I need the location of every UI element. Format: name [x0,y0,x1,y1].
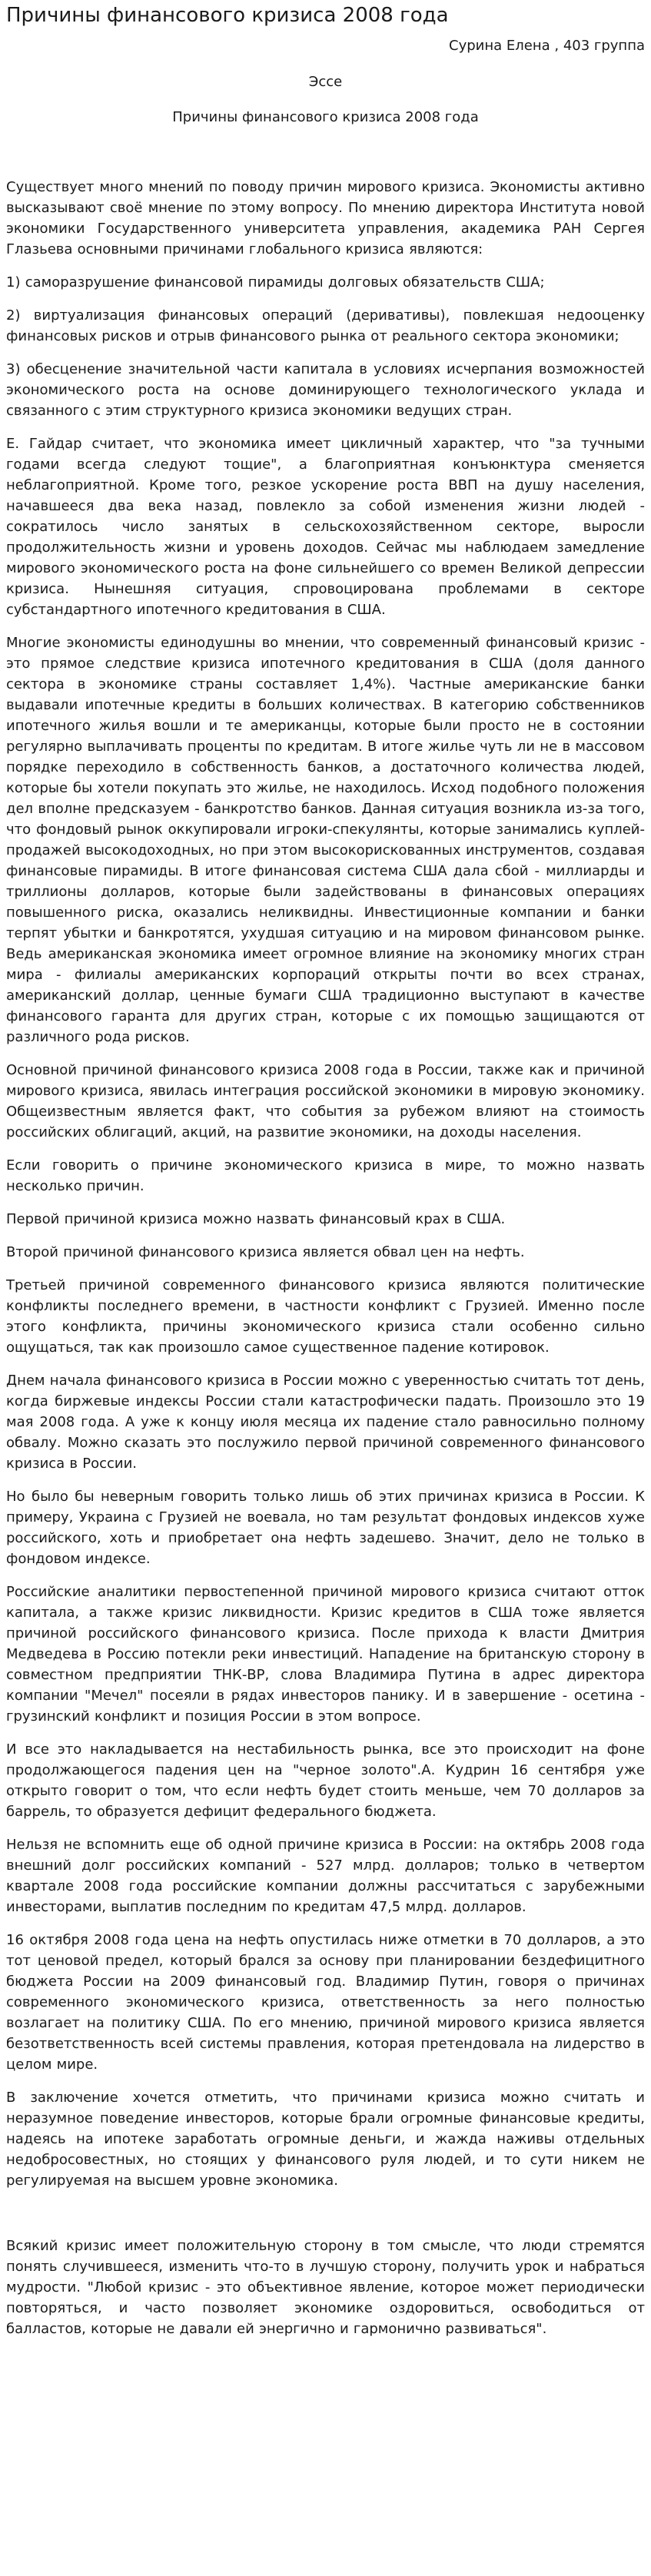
paragraph: Е. Гайдар считает, что экономика имеет цикличный характер, что "за тучными годами всегда следуют тощие", а благоприятная конъюнктура сменяется неблагоприятной. Кроме того, резкое ускорение роста ВВП на душу населения, начавшееся два века назад, повлекло за собой изменения жизни людей - сократилось число занятых в сельскохозяйственном секторе, выросли продолжительность жизни и уровень доходов. Сейчас мы наблюдаем замедление мирового экономического роста на фоне сильнейшего со времен Великой депрессии кризиса. Нынешняя ситуация, спровоцирована проблемами в секторе субстандартного ипотечного кредитования в США. [6,436,645,619]
paragraph: Но было бы неверным говорить только лишь об этих причинах кризиса в России. К примеру, Украина с Грузией не воевала, но там результат фондовых индексов хуже российского, хоть и приобретает она нефть задешево. Значит, дело не только в фондовом индексе. [6,1489,645,1568]
author-line: Сурина Елена , 403 группа [449,37,645,54]
paragraph: Основной причиной финансового кризиса 2008 года в России, также как и причиной мирового кризиса, явилась интеграция российской экономики в мировую экономику. Общеизвестным является факт, что события за рубежом влияют на стоимость российских облигаций, акций, на развитие экономики, на доходы населения. [6,1062,645,1141]
paragraph: 3) обесценение значительной части капитала в условиях исчерпания возможностей экономического роста на основе доминирующего технологического уклада и связанного с этим структурного кризиса экономики ведущих стран. [6,361,645,420]
paragraph: 16 октября 2008 года цена на нефть опустилась ниже отметки в 70 долларов, а это тот ценовой предел, который брался за основу при планировании бездефицитного бюджета России на 2009 финансовый год. Владимир Путин, говоря о причинах современного экономического кризиса, ответственность за него полностью возлагает на политику США. По его мнению, причиной мирового кризиса является безответственность всей системы правления, которая претендовала на лидерство в целом мире. [6,1932,645,2073]
paragraph: Российские аналитики первостепенной причиной мирового кризиса считают отток капитала, а также кризис ликвидности. Кризис кредитов в США тоже является причиной российского финансового кризиса. После прихода к власти Дмитрия Медведева в Россию потекли реки инвестиций. Нападение на британскую сторону в совместном предприятии ТНК-ВР, слова Владимира Путина в адрес директора компании "Мечел" посеяли в рядах инвесторов панику. И в завершение - осетина - грузинский конфликт и позиция России в этом вопросе. [6,1584,645,1725]
paragraph: Существует много мнений по поводу причин мирового кризиса. Экономисты активно высказывают своё мнение по этому вопросу. По мнению директора Института новой экономики Государственного университета управления, академика РАН Сергея Глазьева основными причинами глобального кризиса являются: [6,179,645,258]
paragraph: В заключение хочется отметить, что причинами кризиса можно считать и неразумное поведение инвесторов, которые брали огромные финансовые кредиты, надеясь на ипотеке заработать огромные деньги, и жажда наживы отдельных недобросовестных, но стоящих у финансового руля людей, и то сути никем не регулируемая на высшем уровне экономика. [6,2090,645,2189]
paragraph: Всякий кризис имеет положительную сторону в том смысле, что люди стремятся понять случившееся, изменить что-то в лучшую сторону, получить урок и набраться мудрости. "Любой кризис - это объективное явление, которое может периодически повторяться, и часто позволяет экономике оздоровиться, освободиться от балластов, которые не давали ей энергично и гармонично развиваться". [6,2238,645,2338]
genre-label: Эссе [308,73,343,90]
paragraph: Днем начала финансового кризиса в России можно с уверенностью считать тот день, когда биржевые индексы России стали катастрофически падать. Произошло это 19 мая 2008 года. А уже к концу июля месяца их падение стало равносильно полному обвалу. Можно сказать это послужило первой причиной современного финансового кризиса в России. [6,1373,645,1472]
paragraph: Если говорить о причине экономического кризиса в мире, то можно назвать несколько причин. [6,1157,645,1195]
paragraph: Первой причиной кризиса можно назвать финансовый крах в США. [6,1211,506,1228]
paragraph: 2) виртуализация финансовых операций (деривативы), повлекшая недооценку финансовых рисков и отрыв финансового рынка от реального сектора экономики; [6,307,645,345]
paragraph: 1) саморазрушение финансовой пирамиды долговых обязательств США; [6,274,545,291]
paragraph: Второй причиной финансового кризиса является обвал цен на нефть. [6,1244,525,1261]
essay-body [6,177,645,2339]
paragraph: Нельзя не вспомнить еще об одной причине кризиса в России: на октябрь 2008 года внешний долг российских компаний - 527 млрд. долларов; только в четвертом квартале 2008 года российские компании должны рассчитаться с зарубежными инвесторами, выплатив последним по кредитам 47,5 млрд. долларов. [6,1837,645,1916]
paragraph: Многие экономисты единодушны во мнении, что современный финансовый кризис - это прямое следствие кризиса ипотечного кредитования в США (доля данного сектора в экономике страны составляет 1,4%). Частные американские банки выдавали ипотечные кредиты в больших количествах. В категорию собственников ипотечного жилья вошли и те американцы, которые были просто не в состоянии регулярно выплачивать проценты по кредитам. В итоге жилье чуть ли не в массовом порядке переходило в собственность банков, а достаточного количества людей, которые бы хотели покупать это жилье, не находилось. Исход подобного положения дел вполне предсказуем - банкротство банков. Данная ситуация возникла из-за того, что фондовый рынок оккупировали игроки-спекулянты, которые занимались куплей-продажей высокодоходных, но при этом высокорискованных инструментов, создавая финансовые пирамиды. В итоге финансовая система США дала сбой - миллиарды и триллионы долларов, которые были задействованы в финансовых операциях повышенного риска, оказались неликвидны. Инвестиционные компании и банки терпят убытки и банкротятся, ухудшая ситуацию и на мировом финансовом рынке. Ведь американская экономика имеет огромное влияние на экономику многих стран мира - филиалы американских корпораций открыты почти во всех странах, американский доллар, ценные бумаги США традиционно выступают в качестве финансового гаранта для других стран, которые с их помощью защищаются от различного рода рисков. [6,635,645,1046]
document-title: Причины финансового кризиса 2008 года [6,4,449,27]
paragraph: И все это накладывается на нестабильность рынка, все это происходит на фоне продолжающегося падения цен на "черное золото".А. Кудрин 16 сентября уже открыто говорит о том, что если нефть будет стоить меньше, чем 70 долларов за баррель, то образуется дефицит федерального бюджета. [6,1741,645,1821]
paragraph: Третьей причиной современного финансового кризиса являются политические конфликты последнего времени, в частности конфликт с Грузией. Именно после этого конфликта, причины экономического кризиса стали особенно сильно ощущаться, так как произошло самое существенное падение котировок. [6,1277,645,1356]
essay-subtitle: Причины финансового кризиса 2008 года [172,109,479,126]
